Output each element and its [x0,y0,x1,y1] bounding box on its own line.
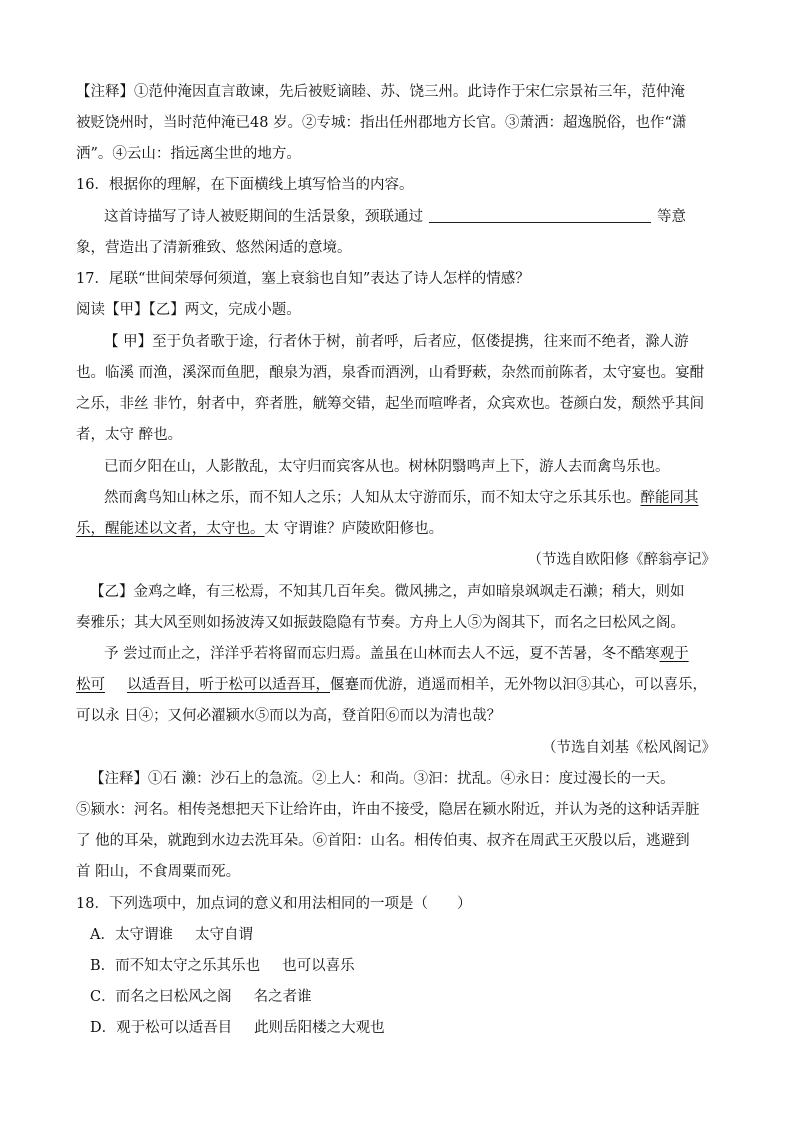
q18-stem: 18．下列选项中，加点词的意义和用法相同的一项是（ ） [76,896,472,912]
option-label: C． [90,989,116,1005]
yi-line4 [0,675,794,695]
q18-option-d[interactable] [0,1018,794,1038]
yi-source: （节选自刘基《松风阁记》 [542,740,716,756]
underlined-sentence: 醉能同其 [640,490,699,506]
note2-line2: ⑤颍水：河名。相传尧想把天下让给许由，许由不接受，隐居在颍水附近，并认为尧的这种话弄脏 [76,802,700,818]
jia-line1: 【 甲】至于负者歌于途，行者休于树，前者呼，后者应，伛偻提携，往来而不绝者，滁人游 [104,334,689,350]
yi-line3-text: 予 尝过而止之，洋洋乎若将留而忘归焉。盖虽在山林而去人不远，夏不苦暑，冬不酷寒 [104,646,660,662]
option-text-b: 此则岳阳楼之大观也 [254,1020,385,1036]
underlined-sentence-yi-b: 以适吾目，听于松可以适吾耳， [127,677,330,693]
q18-option-c[interactable] [0,987,794,1007]
note1-line3: 洒”。④云山：指远离尘世的地方。 [76,146,301,162]
q17-stem: 17．尾联“世间荣辱何须道，塞上衰翁也自知”表达了诗人怎样的情感？ [76,271,530,287]
q18-option-b[interactable] [0,956,794,976]
q18-option-a[interactable] [0,925,794,945]
jia-source: （节选自欧阳修《醉翁亭记》 [527,552,716,568]
option-text-a: 观于松可以适吾目 [116,1020,233,1036]
jia-line4: 者，太守 醉也。 [76,427,183,443]
jia-line5: 已而夕阳在山，人影散乱，太守归而宾客从也。树林阴翳鸣声上下，游人去而禽鸟乐也。 [104,459,670,475]
answer-blank[interactable] [429,208,651,223]
option-text-a: 而名之曰松风之阁 [115,989,232,1005]
jia-line3: 之乐，非丝 非竹，射者中，弈者胜，觥筹交错，起坐而喧哗者，众宾欢也。苍颜白发，颓然乎其间 [76,396,705,412]
yi-line3 [0,644,794,664]
jia-line7 [0,519,794,539]
q16-text-a: 这首诗描写了诗人被贬期间的生活景象，颈联通过 [104,209,423,225]
option-text-a: 而不知太守之乐其乐也 [115,958,261,974]
jia-line6-text: 然而禽鸟知山林之乐，而不知人之乐；人知从太守游而乐，而不知太守之乐其乐也。 [104,490,641,506]
underlined-sentence-cont: 乐，醒能述以文者，太守也。 [76,521,265,537]
option-text-b: 也可以喜乐 [282,958,355,974]
option-text-a: 太守谓谁 [114,927,173,943]
jia-line6 [0,488,794,508]
yi-line5: 可以永 日④；又何必濯颍水⑤而以为高，登首阳⑥而以为清也哉？ [76,708,502,724]
reading-intro: 阅读【甲】【乙】两文，完成小题。 [76,302,301,318]
option-label: D． [90,1020,117,1036]
jia-line7-text: 太 守谓谁？庐陵欧阳修也。 [264,521,444,537]
q16-text-line1 [0,207,794,227]
underlined-sentence-yi-a: 松可 [76,677,105,693]
note1-line2: 被贬饶州时，当时范仲淹已48 岁。②专城：指出任州郡地方长官。③萧洒：超逸脱俗，也作“潇 [76,115,687,131]
q16-text-line2: 象，营造出了清新雅致、悠然闲适的意境。 [76,240,352,256]
note2-line3: 了 他的耳朵，就跑到水边去洗耳朵。⑥首阳：山名。相传伯夷、叔齐在周武王灭殷以后，逃避到 [76,833,690,849]
option-label: B． [90,958,116,974]
q16-text-b: 等意 [657,209,686,225]
jia-line2: 也。临溪 而渔，溪深而鱼肥，酿泉为酒，泉香而酒洌，山肴野蔌，杂然而前陈者，太守宴也。宴酣 [76,365,705,381]
note2-line4: 首 阳山，不食周粟而死。 [76,864,241,880]
yi-line1: 【乙】金鸡之峰，有三松焉，不知其几百年矣。微风拂之，声如暗泉飒飒走石濑；稍大，则如 [90,584,685,600]
underlined-sentence-yi: 观于 [659,646,689,662]
note1-line1: 【注释】①范仲淹因直言敢谏，先后被贬谪睦、苏、饶三州。此诗作于宋仁宗景祐三年，范仲淹 [76,84,685,100]
option-text-b: 名之者谁 [253,989,312,1005]
option-text-b: 太守自谓 [194,927,253,943]
yi-line2: 奏雅乐；其大风至则如扬波涛又如振鼓隐隐有节奏。方舟上人⑤为阁其下，而名之曰松风之阁。 [76,615,685,631]
q16-stem: 16．根据你的理解，在下面横线上填写恰当的内容。 [76,177,414,193]
yi-line4-text: 偃蹇而优游，逍遥而相羊，无外物以汩③其心，可以喜乐， [330,677,707,693]
option-label: A． [90,927,115,943]
note2-line1: 【注释】①石 濑：沙石上的急流。②上人：和尚。③汩：扰乱。④永日：度过漫长的一天。 [90,771,675,787]
